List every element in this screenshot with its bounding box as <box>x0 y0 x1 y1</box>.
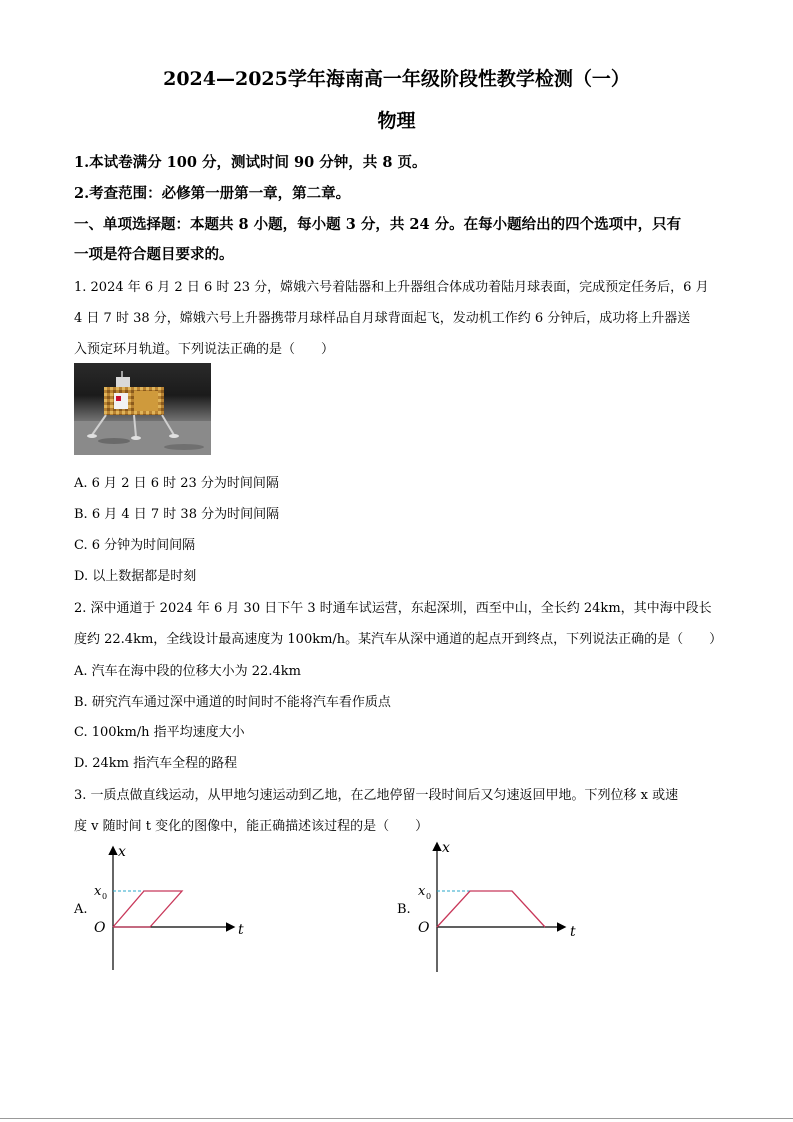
paper-title: 2024—2025学年海南高一年级阶段性教学检测（一） <box>163 68 630 90</box>
graph-b-origin-label: O <box>418 920 430 936</box>
instruction-1: 1.本试卷满分 100 分，测试时间 90 分钟，共 8 页。 <box>74 154 427 171</box>
graph-b-x0-label: x <box>418 884 426 899</box>
q1-option-c: C. 6 分钟为时间间隔 <box>74 538 196 553</box>
q3-graph-b <box>412 840 587 975</box>
q1-option-d: D. 以上数据都是时刻 <box>74 569 197 584</box>
q2-line2: 度约 22.4km，全线设计最高速度为 100km/h。某汽车从深中通道的起点开到终点，下列说法正确的是（ ） <box>74 632 723 647</box>
q1-line3: 入预定环月轨道。下列说法正确的是（ ） <box>74 342 335 357</box>
lander-illustration <box>74 363 211 455</box>
q1-option-a: A. 6 月 2 日 6 时 23 分为时间间隔 <box>74 476 279 491</box>
q2-option-d: D. 24km 指汽车全程的路程 <box>74 756 238 771</box>
graph-b-x0-subscript: 0 <box>426 892 432 901</box>
graph-a-y-axis-label: x <box>118 844 126 860</box>
q3-option-b-label: B. <box>397 902 411 917</box>
section-heading-line2: 一项是符合题目要求的。 <box>74 246 234 263</box>
q3-line2: 度 v 随时间 t 变化的图像中，能正确描述该过程的是（ ） <box>74 819 429 834</box>
q1-option-b: B. 6 月 4 日 7 时 38 分为时间间隔 <box>74 507 280 522</box>
subject-title: 物理 <box>377 110 416 132</box>
q2-option-b: B. 研究汽车通过深中通道的时间时不能将汽车看作质点 <box>74 695 391 710</box>
graph-b-y-axis-label: x <box>442 840 450 856</box>
q2-option-c: C. 100km/h 指平均速度大小 <box>74 725 245 740</box>
q3-graph-a <box>88 840 258 975</box>
graph-a-x0-subscript: 0 <box>102 892 108 901</box>
graph-b-x-axis-label: t <box>570 924 576 940</box>
graph-a-x0-label: x <box>94 884 102 899</box>
graph-a-origin-label: O <box>94 920 106 936</box>
page-bottom-rule <box>0 1118 793 1119</box>
graph-a-curve <box>113 891 182 927</box>
instruction-2: 2.考查范围：必修第一册第一章，第二章。 <box>74 185 351 202</box>
q3-option-a-label: A. <box>74 902 88 917</box>
q2-line1: 2. 深中通道于 2024 年 6 月 30 日下午 3 时通车试运营，东起深圳，西至中山，全长约 24km，其中海中段长 <box>74 601 712 616</box>
lander-photo <box>74 363 211 455</box>
graph-a-x-axis-label: t <box>238 922 244 938</box>
q1-line1: 1. 2024 年 6 月 2 日 6 时 23 分，嫦娥六号着陆器和上升器组合体成功着陆月球表面，完成预定任务后，6 月 <box>74 280 709 295</box>
q3-line1: 3. 一质点做直线运动，从甲地匀速运动到乙地，在乙地停留一段时间后又匀速返回甲地。下列位移 x 或速 <box>74 788 679 803</box>
graph-b-curve <box>437 891 545 927</box>
q2-option-a: A. 汽车在海中段的位移大小为 22.4km <box>74 664 301 679</box>
q1-line2: 4 日 7 时 38 分，嫦娥六号上升器携带月球样品自月球背面起飞，发动机工作约 6 分钟后，成功将上升器送 <box>74 311 691 326</box>
section-heading-line1: 一、单项选择题：本题共 8 小题，每小题 3 分，共 24 分。在每小题给出的四个选项中，只有 <box>74 216 682 233</box>
